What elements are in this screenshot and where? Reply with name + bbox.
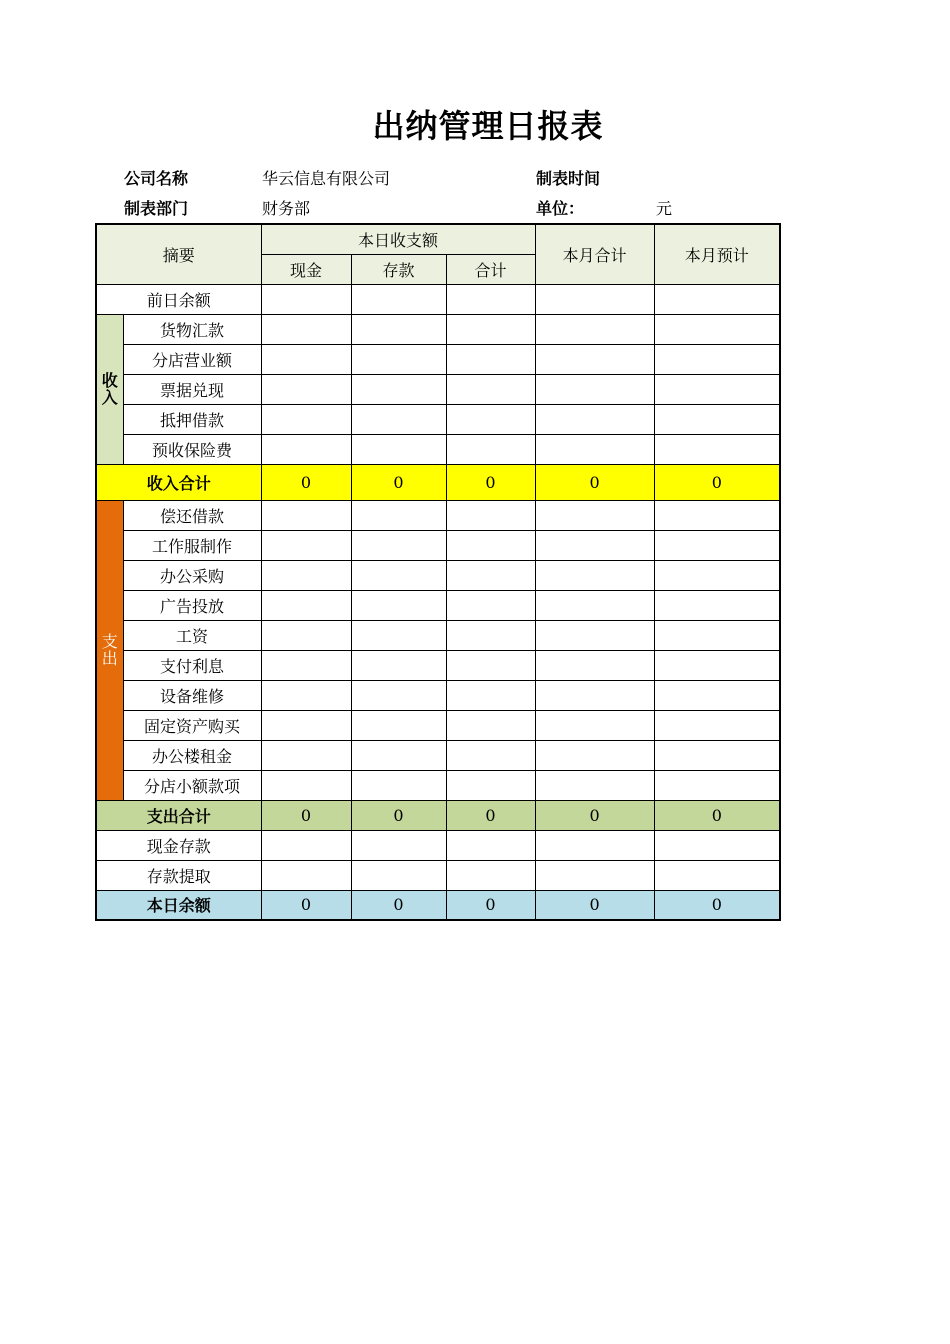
month-total-cell[interactable]	[535, 860, 654, 890]
balance-label: 本日余额	[96, 890, 261, 920]
row-label: 货物汇款	[123, 314, 261, 344]
cash-cell[interactable]	[261, 620, 351, 650]
row-label: 抵押借款	[123, 404, 261, 434]
deposit-cell[interactable]	[351, 344, 446, 374]
deposit-cell[interactable]	[351, 770, 446, 800]
row-label: 工资	[123, 620, 261, 650]
total-cell[interactable]	[446, 344, 535, 374]
month-forecast-cell[interactable]	[654, 620, 780, 650]
cashier-report-table	[95, 223, 781, 921]
month-total-cell[interactable]	[535, 500, 654, 530]
month-forecast-cell[interactable]	[654, 830, 780, 860]
expense-side-label: 支 出	[96, 500, 123, 800]
month-forecast-cell[interactable]	[654, 404, 780, 434]
dept-label: 制表部门	[124, 199, 189, 218]
table-row	[96, 434, 780, 464]
header-deposit: 存款	[351, 254, 446, 284]
table-row	[96, 620, 780, 650]
row-label: 现金存款	[96, 830, 261, 860]
cash-cell[interactable]	[261, 314, 351, 344]
expense-total-forecast: 0	[654, 800, 780, 830]
month-total-cell[interactable]	[535, 740, 654, 770]
row-label: 办公采购	[123, 560, 261, 590]
row-label: 分店小额款项	[123, 770, 261, 800]
row-label: 偿还借款	[123, 500, 261, 530]
cash-cell[interactable]	[261, 374, 351, 404]
table-row	[96, 770, 780, 800]
deposit-cell[interactable]	[351, 590, 446, 620]
row-label: 前日余额	[96, 284, 261, 314]
total-cell[interactable]	[446, 650, 535, 680]
deposit-cell[interactable]	[351, 740, 446, 770]
total-cell[interactable]	[446, 404, 535, 434]
table-row	[96, 500, 780, 530]
header-daily-amount: 本日收支额	[261, 224, 535, 254]
table-row	[96, 560, 780, 590]
row-label: 广告投放	[123, 590, 261, 620]
table-row	[96, 860, 780, 890]
deposit-cell[interactable]	[351, 284, 446, 314]
table-row	[96, 284, 780, 314]
month-total-cell[interactable]	[535, 374, 654, 404]
table-row	[96, 680, 780, 710]
table-row	[96, 590, 780, 620]
month-forecast-cell[interactable]	[654, 680, 780, 710]
month-total-cell[interactable]	[535, 530, 654, 560]
month-total-cell[interactable]	[535, 650, 654, 680]
month-total-cell[interactable]	[535, 560, 654, 590]
cash-cell[interactable]	[261, 590, 351, 620]
company-label: 公司名称	[124, 169, 189, 188]
month-forecast-cell[interactable]	[654, 560, 780, 590]
deposit-cell[interactable]	[351, 860, 446, 890]
row-label: 办公楼租金	[123, 740, 261, 770]
expense-total-label: 支出合计	[96, 800, 261, 830]
income-total-row	[96, 464, 780, 500]
total-cell[interactable]	[446, 860, 535, 890]
header-total: 合计	[446, 254, 535, 284]
table-row	[96, 830, 780, 860]
total-cell[interactable]	[446, 374, 535, 404]
deposit-cell[interactable]	[351, 650, 446, 680]
row-label: 预收保险费	[123, 434, 261, 464]
deposit-cell[interactable]	[351, 434, 446, 464]
row-label: 固定资产购买	[123, 710, 261, 740]
deposit-cell[interactable]	[351, 500, 446, 530]
expense-total-cash: 0	[261, 800, 351, 830]
cash-cell[interactable]	[261, 530, 351, 560]
cash-cell[interactable]	[261, 404, 351, 434]
cash-cell[interactable]	[261, 770, 351, 800]
month-total-cell[interactable]	[535, 620, 654, 650]
deposit-cell[interactable]	[351, 560, 446, 590]
header-month-forecast: 本月预计	[654, 224, 780, 284]
month-forecast-cell[interactable]	[654, 530, 780, 560]
cash-cell[interactable]	[261, 560, 351, 590]
month-total-cell[interactable]	[535, 284, 654, 314]
row-label: 工作服制作	[123, 530, 261, 560]
income-total-deposit: 0	[351, 464, 446, 500]
month-forecast-cell[interactable]	[654, 770, 780, 800]
total-cell[interactable]	[446, 590, 535, 620]
month-total-cell[interactable]	[535, 404, 654, 434]
total-cell[interactable]	[446, 770, 535, 800]
expense-total-row	[96, 800, 780, 830]
page-title: 出纳管理日报表	[372, 107, 604, 145]
month-forecast-cell[interactable]	[654, 650, 780, 680]
deposit-cell[interactable]	[351, 530, 446, 560]
balance-month: 0	[535, 890, 654, 920]
cash-cell[interactable]	[261, 434, 351, 464]
table-row	[96, 314, 780, 344]
table-row	[96, 530, 780, 560]
balance-row	[96, 890, 780, 920]
cash-cell[interactable]	[261, 860, 351, 890]
deposit-cell[interactable]	[351, 314, 446, 344]
unit-label: 单位：	[536, 199, 585, 218]
month-total-cell[interactable]	[535, 770, 654, 800]
month-forecast-cell[interactable]	[654, 740, 780, 770]
total-cell[interactable]	[446, 740, 535, 770]
header-month-total: 本月合计	[535, 224, 654, 284]
cash-cell[interactable]	[261, 830, 351, 860]
month-forecast-cell[interactable]	[654, 284, 780, 314]
month-forecast-cell[interactable]	[654, 374, 780, 404]
month-total-cell[interactable]	[535, 680, 654, 710]
expense-total-sum: 0	[446, 800, 535, 830]
month-forecast-cell[interactable]	[654, 344, 780, 374]
row-label: 支付利息	[123, 650, 261, 680]
total-cell[interactable]	[446, 530, 535, 560]
income-total-label: 收入合计	[96, 464, 261, 500]
balance-forecast: 0	[654, 890, 780, 920]
cash-cell[interactable]	[261, 284, 351, 314]
deposit-cell[interactable]	[351, 680, 446, 710]
header-cash: 现金	[261, 254, 351, 284]
deposit-cell[interactable]	[351, 830, 446, 860]
table-row	[96, 710, 780, 740]
month-forecast-cell[interactable]	[654, 314, 780, 344]
month-forecast-cell[interactable]	[654, 710, 780, 740]
total-cell[interactable]	[446, 560, 535, 590]
total-cell[interactable]	[446, 434, 535, 464]
date-label: 制表时间	[536, 169, 601, 188]
total-cell[interactable]	[446, 620, 535, 650]
total-cell[interactable]	[446, 680, 535, 710]
table-row	[96, 404, 780, 434]
total-cell[interactable]	[446, 314, 535, 344]
company-value: 华云信息有限公司	[262, 169, 391, 188]
month-total-cell[interactable]	[535, 434, 654, 464]
row-label: 票据兑现	[123, 374, 261, 404]
row-label: 设备维修	[123, 680, 261, 710]
table-row	[96, 650, 780, 680]
income-total-cash: 0	[261, 464, 351, 500]
total-cell[interactable]	[446, 284, 535, 314]
header-summary: 摘要	[96, 224, 261, 284]
expense-total-deposit: 0	[351, 800, 446, 830]
deposit-cell[interactable]	[351, 374, 446, 404]
table-row	[96, 344, 780, 374]
month-total-cell[interactable]	[535, 710, 654, 740]
balance-deposit: 0	[351, 890, 446, 920]
total-cell[interactable]	[446, 830, 535, 860]
balance-cash: 0	[261, 890, 351, 920]
cash-cell[interactable]	[261, 740, 351, 770]
income-total-forecast: 0	[654, 464, 780, 500]
income-total-month: 0	[535, 464, 654, 500]
cash-cell[interactable]	[261, 650, 351, 680]
balance-sum: 0	[446, 890, 535, 920]
table-row	[96, 740, 780, 770]
income-side-label: 收 入	[96, 314, 123, 464]
table-row	[96, 374, 780, 404]
cash-cell[interactable]	[261, 500, 351, 530]
month-forecast-cell[interactable]	[654, 434, 780, 464]
month-total-cell[interactable]	[535, 344, 654, 374]
month-total-cell[interactable]	[535, 314, 654, 344]
deposit-cell[interactable]	[351, 710, 446, 740]
row-label: 分店营业额	[123, 344, 261, 374]
deposit-cell[interactable]	[351, 404, 446, 434]
month-total-cell[interactable]	[535, 590, 654, 620]
unit-value: 元	[656, 199, 673, 218]
total-cell[interactable]	[446, 500, 535, 530]
cash-cell[interactable]	[261, 680, 351, 710]
income-total-sum: 0	[446, 464, 535, 500]
month-forecast-cell[interactable]	[654, 860, 780, 890]
cash-cell[interactable]	[261, 710, 351, 740]
month-forecast-cell[interactable]	[654, 500, 780, 530]
month-forecast-cell[interactable]	[654, 590, 780, 620]
row-label: 存款提取	[96, 860, 261, 890]
expense-total-month: 0	[535, 800, 654, 830]
cash-cell[interactable]	[261, 344, 351, 374]
total-cell[interactable]	[446, 710, 535, 740]
month-total-cell[interactable]	[535, 830, 654, 860]
header-row-1	[96, 224, 780, 254]
deposit-cell[interactable]	[351, 620, 446, 650]
dept-value: 财务部	[262, 199, 311, 218]
